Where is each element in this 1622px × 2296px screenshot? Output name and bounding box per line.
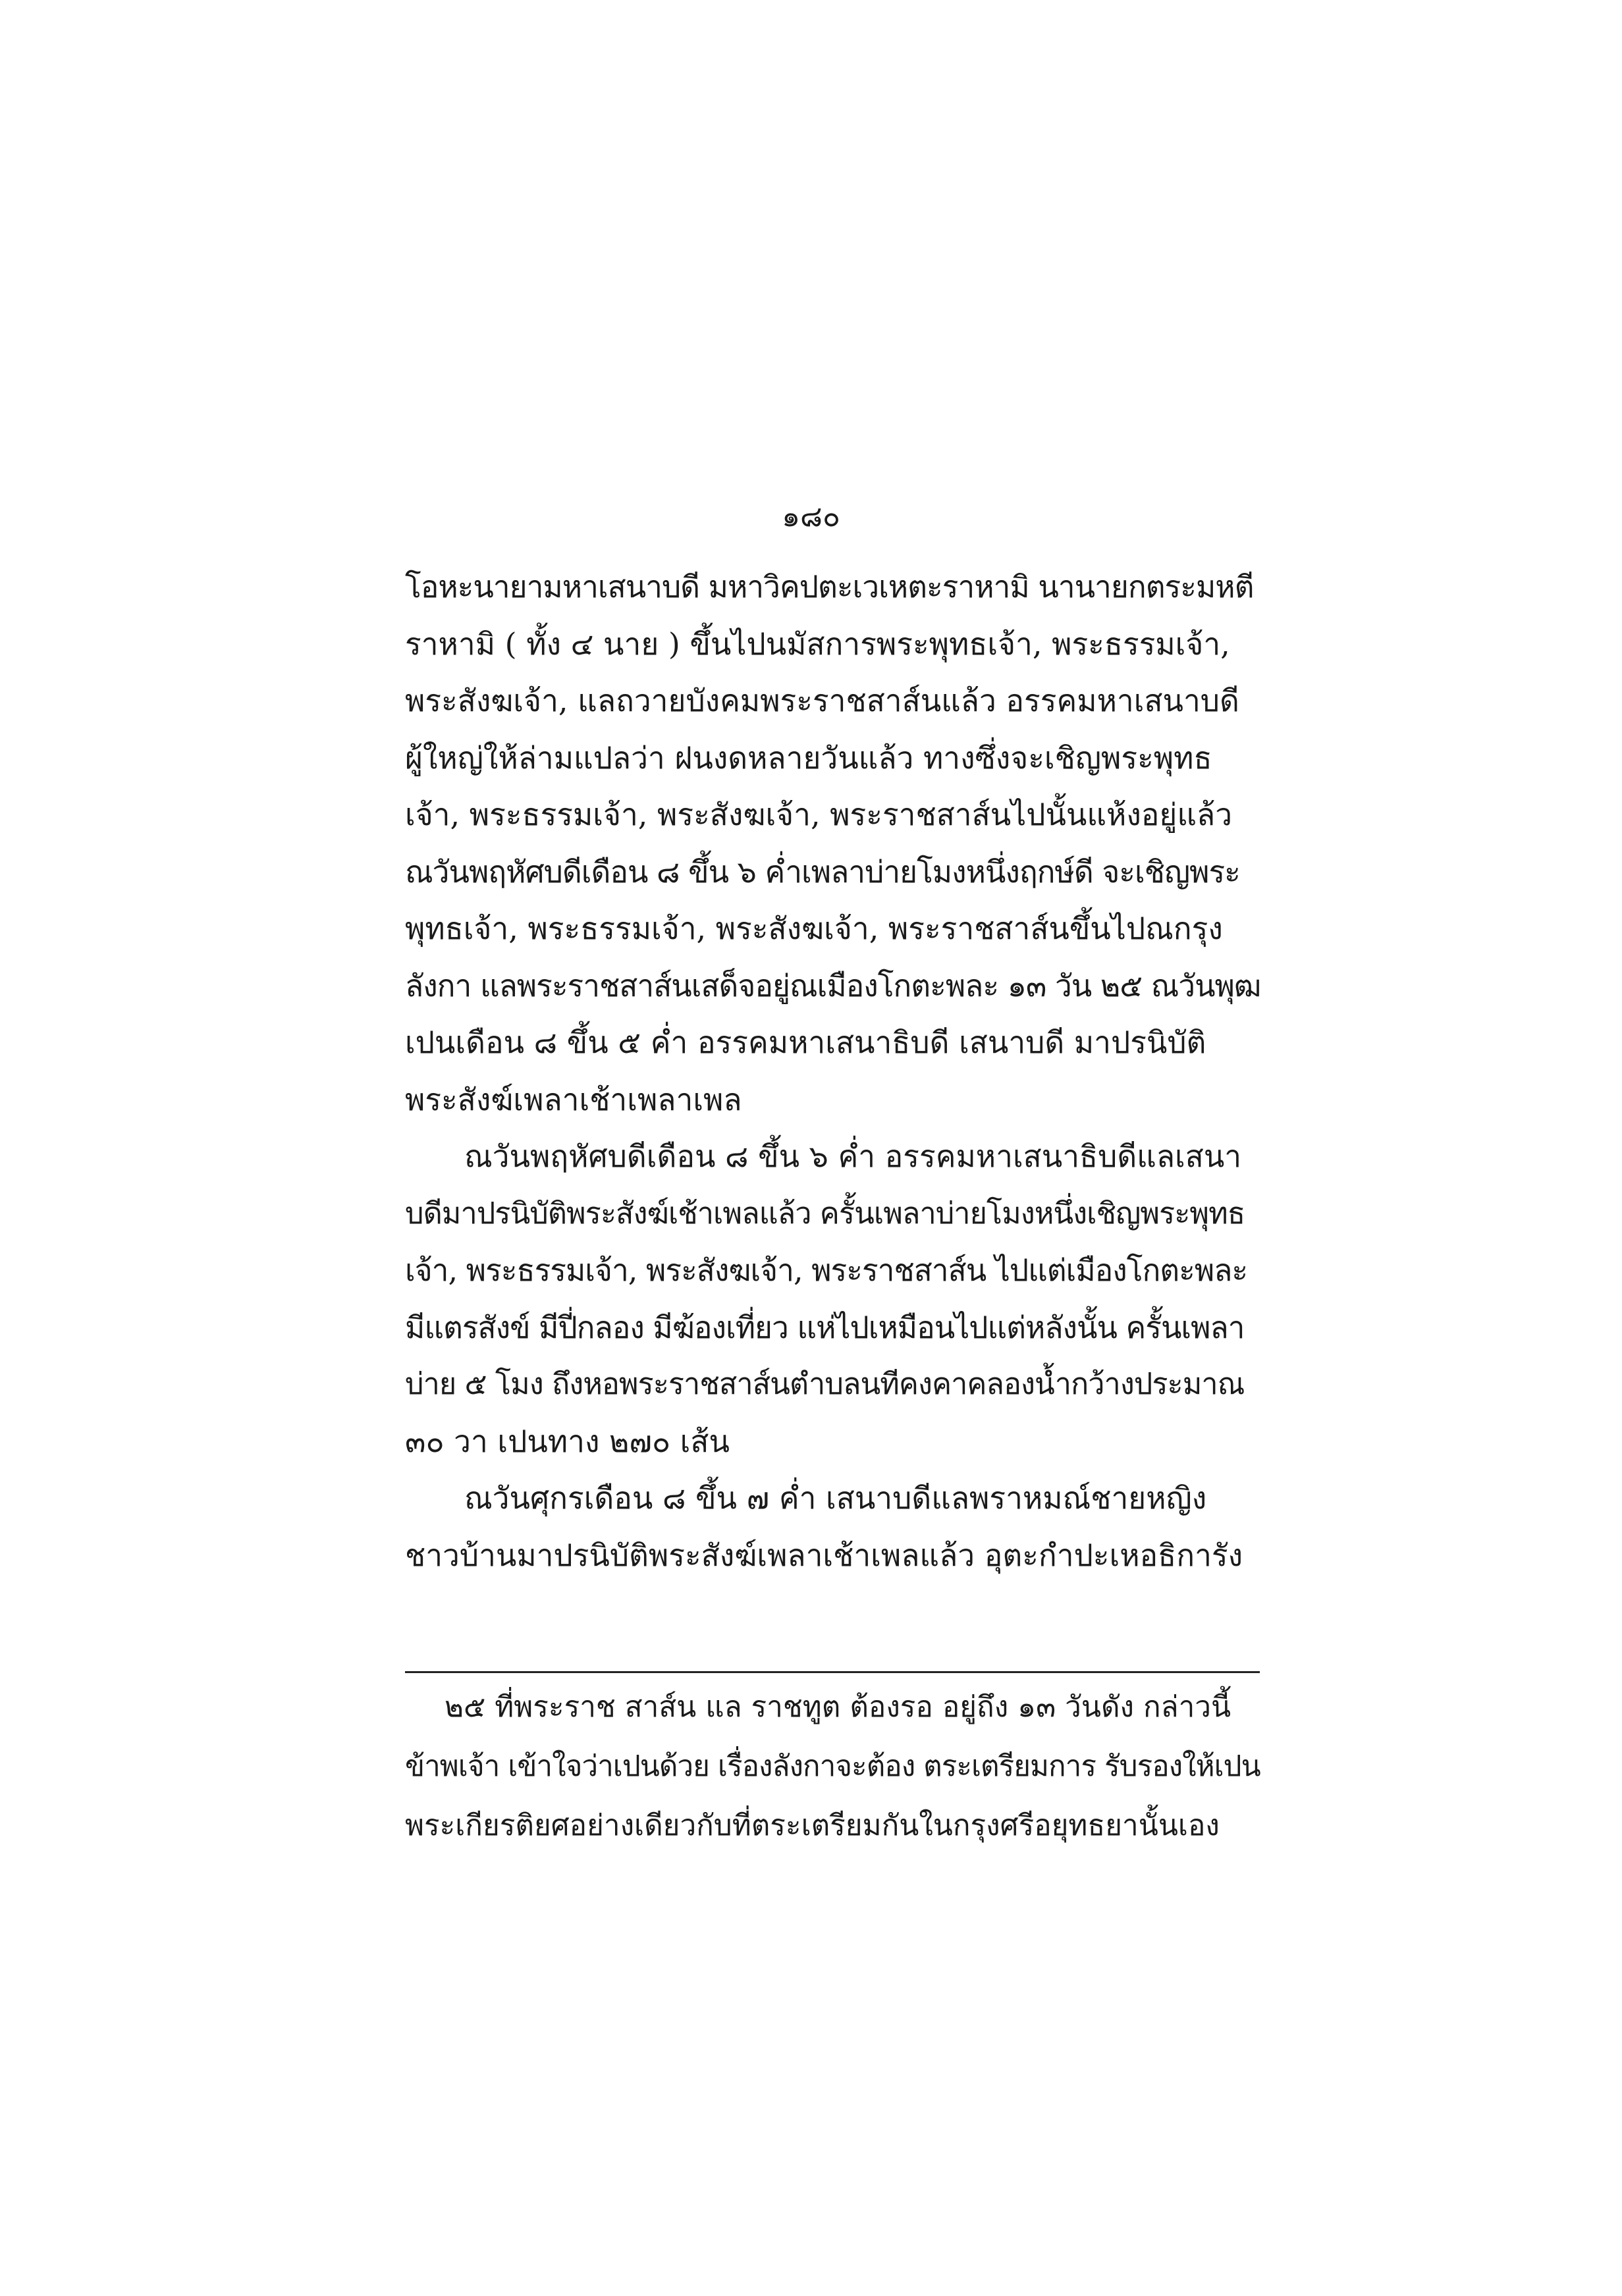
text-line: ณวันศุกรเดือน ๘ ขึ้น ๗ ค่ำ เสนาบดีแลพราหมณ์ชายหญิง: [464, 1480, 1207, 1516]
page-number: ๑๘๐: [782, 500, 840, 533]
text-line: มีแตรสังข์ มีปี่กลอง มีฆ้องเที่ยว แห่ไปเหมือนไปแต่หลังนั้น ครั้นเพลา: [405, 1309, 1245, 1345]
text-line: ๓๐ วา เปนทาง ๒๗๐ เส้น: [405, 1423, 730, 1459]
text-line: พระสังฆ์เพลาเช้าเพลาเพล: [405, 1081, 742, 1117]
text-line: พุทธเจ้า, พระธรรมเจ้า, พระสังฆเจ้า, พระราชสาส์นขึ้นไปณกรุง: [405, 911, 1223, 946]
paragraph-1: [405, 558, 1260, 1128]
paragraph-3: [405, 1470, 1260, 1584]
text-line: ณวันพฤหัศบดีเดือน ๘ ขึ้น ๖ ค่ำเพลาบ่ายโมงหนึ่งฤกษ์ดี จะเชิญพระ: [405, 853, 1240, 890]
footnote-divider: [405, 1671, 1260, 1673]
text-line: พระสังฆเจ้า, แลถวายบังคมพระราชสาส์นแล้ว อรรคมหาเสนาบดี: [405, 683, 1239, 718]
paragraph-2: [405, 1128, 1260, 1470]
body-text: [405, 558, 1260, 1584]
text-line: ราหามิ ( ทั้ง ๔ นาย ) ขึ้นไปนมัสการพระพุทธเจ้า, พระธรรมเจ้า,: [405, 626, 1230, 662]
footnote-line: ๒๕ ที่พระราช สาส์น แล ราชทูต ต้องรอ อยู่ถึง ๑๓ วันดัง กล่าวนี้: [445, 1690, 1231, 1724]
text-line: เจ้า, พระธรรมเจ้า, พระสังฆเจ้า, พระราชสาส์น ไปแต่เมืองโกตะพละ: [405, 1252, 1248, 1288]
text-line: ชาวบ้านมาปรนิบัติพระสังฆ์เพลาเช้าเพลแล้ว อุตะกำปะเหอธิการัง: [405, 1537, 1243, 1573]
text-line: บ่าย ๕ โมง ถึงหอพระราชสาส์นตำบลนทีคงคาคลองน้ำกว้างประมาณ: [405, 1366, 1245, 1401]
text-line: ณวันพฤหัศบดีเดือน ๘ ขึ้น ๖ ค่ำ อรรคมหาเสนาธิบดีแลเสนา: [464, 1138, 1242, 1174]
footnote-line: ข้าพเจ้า เข้าใจว่าเปนด้วย เรื่องลังกาจะต้อง ตระเตรียมการ รับรองให้เปน: [405, 1749, 1260, 1783]
text-line: บดีมาปรนิบัติพระสังฆ์เช้าเพลแล้ว ครั้นเพลาบ่ายโมงหนึ่งเชิญพระพุทธ: [405, 1195, 1245, 1231]
footnote-line: พระเกียรติยศอย่างเดียวกับที่ตระเตรียมกันในกรุงศรีอยุทธยานั้นเอง: [405, 1809, 1220, 1842]
text-line: ผู้ใหญ่ให้ล่ามแปลว่า ฝนงดหลายวันแล้ว ทางซึ่งจะเชิญพระพุทธ: [405, 739, 1212, 776]
text-line: ลังกา แลพระราชสาส์นเสด็จอยู่ณเมืองโกตะพละ ๑๓ วัน ๒๕ ณวันพุฒ: [405, 967, 1261, 1003]
footnote: [405, 1678, 1260, 1855]
text-line: เปนเดือน ๘ ขึ้น ๕ ค่ำ อรรคมหาเสนาธิบดี เสนาบดี มาปรนิบัติ: [405, 1025, 1206, 1060]
text-line: โอหะนายามหาเสนาบดี มหาวิคปตะเวเหตะราหามิ นานายกตระมหตี: [405, 569, 1254, 604]
text-line: เจ้า, พระธรรมเจ้า, พระสังฆเจ้า, พระราชสาส์นไปนั้นแห้งอยู่แล้ว: [405, 797, 1233, 832]
